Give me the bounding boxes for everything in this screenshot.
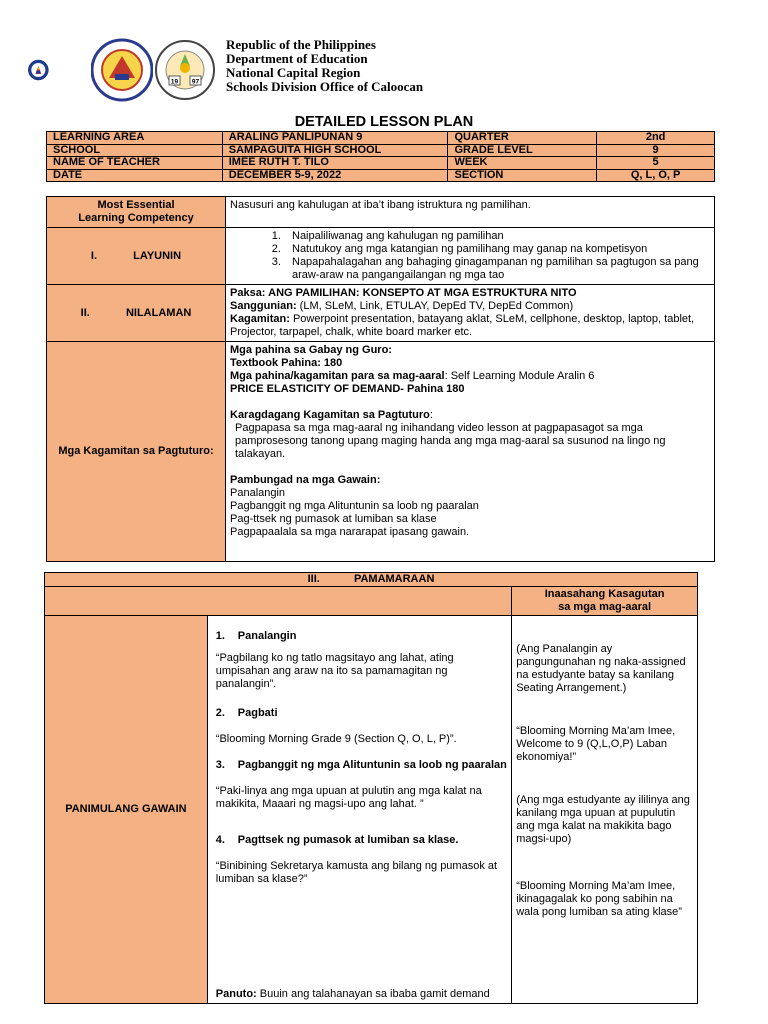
- paksa-text: Paksa: ANG PAMILIHAN: KONSEPTO AT MGA ESTRUKTURA NITO: [230, 287, 577, 299]
- competency-row: [47, 197, 715, 228]
- nilalaman-title: NILALAMAN: [125, 306, 192, 319]
- pahina-label: Mga pahina/kagamitan para sa mag-aaral: [230, 370, 445, 382]
- kagamitan-text: Powerpoint presentation, batayang aklat, SLeM, cellphone, desktop, laptop, tablet, Projector, tarpapel, chalk, white board marker etc.: [230, 313, 695, 338]
- sanggunian-label: Sanggunian:: [230, 300, 297, 312]
- info-row: [47, 144, 715, 157]
- pahina-text: : Self Learning Module Aralin 6: [444, 370, 595, 382]
- panimulang-gawain-label: PANIMULANG GAWAIN: [45, 616, 208, 1004]
- week-value: 5: [597, 157, 715, 170]
- school-label: SCHOOL: [47, 144, 223, 157]
- section-value: Q, L, O, P: [597, 169, 715, 182]
- inaasahang-line2: sa mga mag-aaral: [558, 601, 652, 613]
- kagamitan-pagtuturo-label: Mga Kagamitan sa Pagtuturo:: [47, 342, 226, 562]
- header-line-region: National Capital Region: [226, 65, 361, 80]
- gabay-guro-text: Mga pahina sa Gabay ng Guro:: [230, 344, 392, 356]
- agency-header: [226, 38, 423, 94]
- step-number: 3.: [215, 759, 225, 771]
- layunin-label: [47, 228, 226, 285]
- learning-area-label: LEARNING AREA: [47, 132, 223, 145]
- header-line-deped: Department of Education: [226, 51, 368, 66]
- panuto-label: Panuto:: [215, 988, 257, 1000]
- week-label: WEEK: [448, 157, 597, 170]
- pambungad-label: Pambungad na mga Gawain:: [230, 474, 381, 486]
- header-line-republic: Republic of the Philippines: [226, 37, 376, 52]
- seal-year-right: 97: [191, 78, 200, 86]
- competency-label-line2: Learning Competency: [78, 212, 194, 224]
- karagdagang-colon: :: [429, 409, 433, 421]
- kagamitan-label: Kagamitan:: [230, 313, 290, 325]
- grade-level-label: GRADE LEVEL: [448, 144, 597, 157]
- step-teacher-text: “Blooming Morning Grade 9 (Section Q, O, L, P)”.: [215, 733, 457, 745]
- nilalaman-number: II.: [80, 306, 90, 319]
- teacher-label: NAME OF TEACHER: [47, 157, 223, 170]
- textbook-text: Textbook Pahina: 180: [230, 357, 343, 369]
- nilalaman-row: [47, 285, 715, 342]
- gawain-item: Pagbanggit ng mga Alituntunin sa loob ng paaralan: [230, 500, 479, 512]
- price-elasticity-text: PRICE ELASTICITY OF DEMAND- Pahina 180: [230, 383, 465, 395]
- step-title: [216, 707, 507, 720]
- karagdagang-text: Pagpapasa sa mga mag-aaral ng inihandang video lesson at pagpapasagot sa mga pamprosesong tanong upang maging handa ang mga mag-aaral sa susunod na lingo ng talakayan.: [235, 422, 666, 460]
- document-title: DETAILED LESSON PLAN: [294, 114, 474, 130]
- learning-area-value: ARALING PANLIPUNAN 9: [222, 132, 448, 145]
- objective-item: 3. Napapahalagahan ang bahaging ginagampanan ng pamilihan sa pagtugon sa pang araw-araw na pangangailangan ng mga tao: [284, 256, 710, 282]
- objective-item: 2. Natutukoy ang mga katangian ng pamilihang may ganap na kompetisyon: [284, 243, 710, 256]
- lesson-info-table: [46, 131, 715, 182]
- teacher-value: IMEE RUTH T. TILO: [222, 157, 448, 170]
- step-number: 4.: [215, 834, 225, 846]
- step-title-text: Pagbanggit ng mga Alituntunin sa loob ng paaralan: [237, 759, 507, 771]
- kagamitan-pagtuturo-content: [226, 342, 715, 562]
- header-line-division: Schools Division Office of Caloocan: [226, 79, 424, 94]
- date-label: DATE: [47, 169, 223, 182]
- school-value: SAMPAGUITA HIGH SCHOOL: [222, 144, 448, 157]
- nilalaman-content: [226, 285, 715, 342]
- info-row: [47, 169, 715, 182]
- step-title: [216, 630, 507, 643]
- teacher-activities-cell: [207, 616, 511, 1004]
- step-number: 1.: [215, 630, 225, 642]
- gawain-item: Pag-ttsek ng pumasok at lumiban sa klase: [230, 513, 437, 525]
- objectives-list: [230, 230, 710, 282]
- pamamaraan-subheader-row: [45, 587, 698, 616]
- step-title: [216, 759, 507, 772]
- pamamaraan-table: [44, 572, 698, 1004]
- inaasahang-line1: Inaasahang Kasagutan: [544, 588, 665, 600]
- lesson-content-table: [46, 196, 715, 562]
- student-answer: (Ang mga estudyante ay ililinya ang kanilang mga upuan at pupulutin ang mga kalat na makikita bago magsi-upo): [516, 794, 690, 845]
- student-answer: “Blooming Morning Ma’am Imee, Welcome to 9 (Q,L,O,P) Laban ekonomiya!”: [516, 725, 676, 763]
- student-answer: (Ang Panalangin ay pangungunahan ng naka-assigned na estudyante batay sa kanilang Seating Arrangement.): [516, 643, 686, 694]
- pamamaraan-number: III.: [307, 573, 320, 585]
- gawain-item: Panalangin: [230, 487, 286, 499]
- sanggunian-text: (LM, SLeM, Link, ETULAY, DepEd TV, DepEd Common): [296, 300, 574, 312]
- step-title-text: Pagbati: [237, 707, 278, 719]
- competency-text: Nasusuri ang kahulugan at iba’t ibang istruktura ng pamilihan.: [226, 197, 715, 228]
- step-title: [216, 834, 507, 847]
- quarter-value: 2nd: [597, 132, 715, 145]
- layunin-row: [47, 228, 715, 285]
- sampaguita-hs-seal-icon: [154, 38, 216, 102]
- step-teacher-text: “Pagbilang ko ng tatlo magsitayo ang lahat, ating umpisahan ang araw na ito sa pamamagitan ng panalangin”.: [215, 652, 454, 690]
- info-row: [47, 132, 715, 145]
- section-label: SECTION: [448, 169, 597, 182]
- layunin-title: LAYUNIN: [133, 249, 182, 262]
- step-teacher-text: “Binibining Sekretarya kamusta ang bilang ng pumasok at lumiban sa klase?”: [215, 860, 498, 885]
- layunin-content: [226, 228, 715, 285]
- pamamaraan-label: PAMAMARAAN: [353, 573, 435, 585]
- panuto-text: Buuin ang talahanayan sa ibaba gamit demand: [256, 988, 490, 1000]
- deped-seal-icon: [28, 38, 90, 102]
- competency-label-line1: Most Essential: [97, 199, 175, 211]
- pamamaraan-title: [45, 573, 698, 587]
- step-teacher-text: “Paki-linya ang mga upuan at pulutin ang mga kalat na makikita, Maaari ng magsi-upo ang lahat. ”: [215, 785, 482, 810]
- competency-label: [47, 197, 226, 228]
- step-title-text: Panalangin: [237, 630, 297, 642]
- panimulang-gawain-row: [45, 616, 698, 1004]
- info-row: [47, 157, 715, 170]
- student-answer: “Blooming Morning Ma’am Imee, ikinagagalak ko pong sabihin na wala pong lumiban sa ating klase”: [516, 880, 682, 918]
- pamamaraan-subheader-blank: [45, 587, 512, 616]
- student-answers-cell: [512, 616, 698, 1004]
- panuto-line: [216, 988, 490, 1001]
- header-logos: [28, 38, 214, 102]
- pamamaraan-header-row: [45, 573, 698, 587]
- schools-division-seal-icon: [91, 38, 153, 102]
- layunin-number: I.: [90, 249, 98, 262]
- step-title-text: Pagttsek ng pumasok at lumiban sa klase.: [237, 834, 459, 846]
- kagamitan-pagtuturo-row: [47, 342, 715, 562]
- quarter-label: QUARTER: [448, 132, 597, 145]
- step-number: 2.: [215, 707, 225, 719]
- objective-item: 1. Naipaliliwanag ang kahulugan ng pamilihan: [284, 230, 710, 243]
- karagdagang-label: Karagdagang Kagamitan sa Pagtuturo: [230, 409, 430, 421]
- grade-level-value: 9: [597, 144, 715, 157]
- date-value: DECEMBER 5-9, 2022: [222, 169, 448, 182]
- gawain-item: Pagpapaalala sa mga nararapat ipasang gawain.: [230, 526, 470, 538]
- nilalaman-label: [47, 285, 226, 342]
- inaasahang-kasagutan-header: [512, 587, 698, 616]
- seal-year-left: 19: [170, 78, 179, 86]
